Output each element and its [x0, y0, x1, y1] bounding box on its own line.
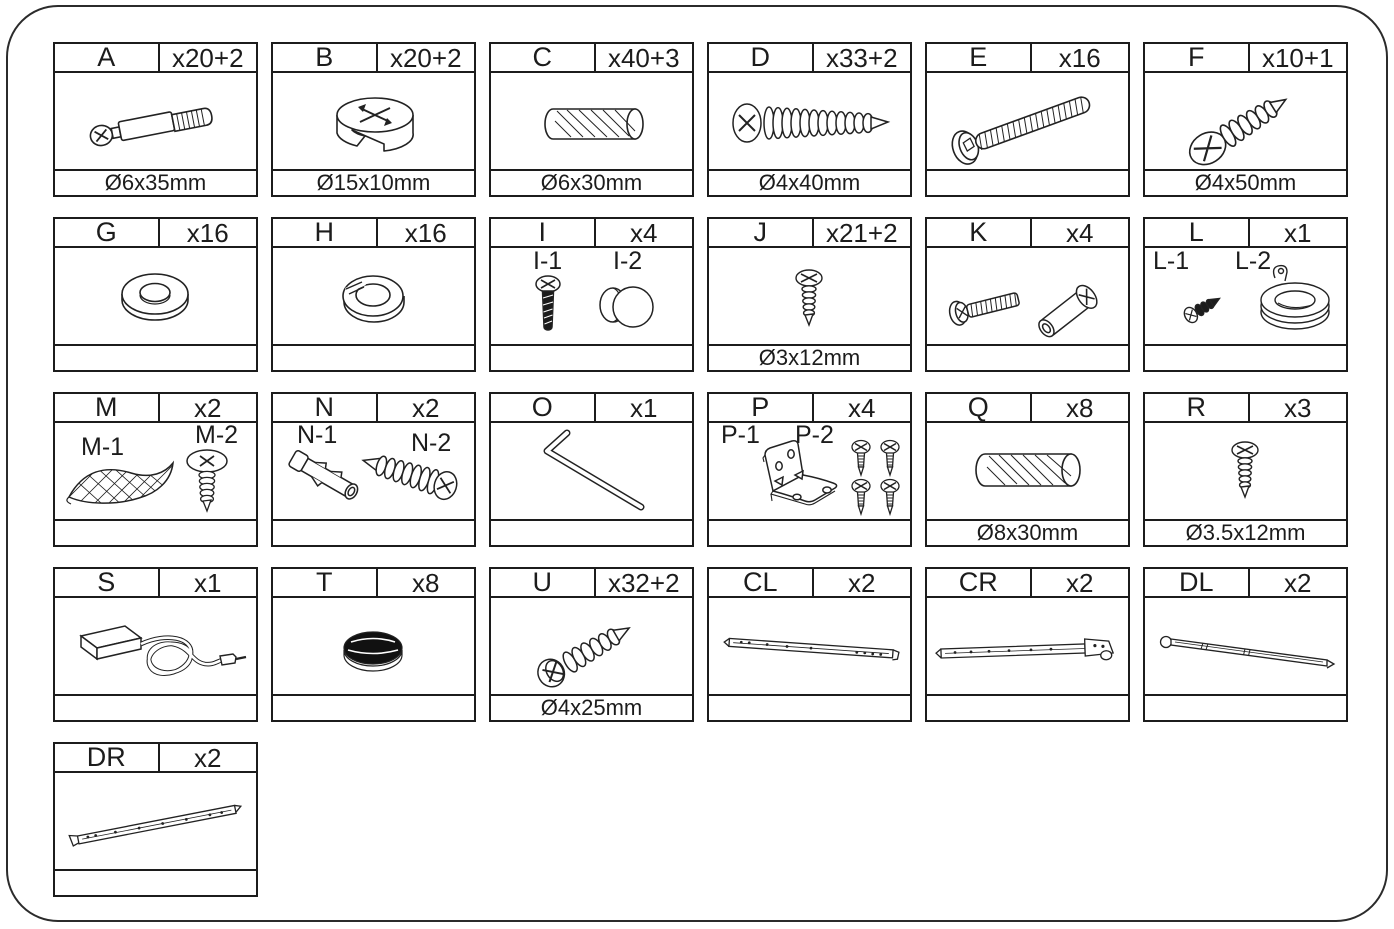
subpart-label-m1: M-1	[81, 433, 125, 461]
part-quantity: x1	[1284, 217, 1312, 248]
part-quantity: x2	[194, 392, 222, 423]
part-quantity: x33+2	[825, 42, 898, 73]
part-cell-e	[925, 42, 1130, 197]
small-screw-icon	[709, 248, 910, 344]
part-header	[709, 569, 910, 598]
part-art	[55, 598, 256, 694]
part-cell-cl	[707, 567, 912, 722]
part-letter: DL	[1145, 569, 1250, 596]
part-cell-a	[53, 42, 258, 197]
subpart-label-i1: I-1	[533, 248, 563, 275]
part-cell-q	[925, 392, 1130, 547]
subpart-label-l2: L-2	[1235, 248, 1272, 275]
part-art	[927, 248, 1128, 344]
part-quantity: x2	[1066, 567, 1094, 598]
part-letter: L	[1145, 219, 1250, 246]
part-quantity: x2	[848, 567, 876, 598]
parts-grid	[53, 42, 1348, 897]
part-quantity: x16	[186, 217, 229, 248]
part-cell-m	[53, 392, 258, 547]
countersunk-screw-icon	[709, 73, 910, 169]
part-cell-g	[53, 217, 258, 372]
power-adapter-cable-icon	[55, 598, 256, 694]
part-dimension: Ø6x30mm	[491, 169, 692, 195]
part-dimension: Ø4x50mm	[1145, 169, 1346, 195]
part-header	[273, 44, 474, 73]
part-letter: C	[491, 44, 596, 71]
part-art	[1145, 423, 1346, 519]
part-art	[709, 598, 910, 694]
part-cell-l	[1143, 217, 1348, 372]
felt-pad-icon	[273, 598, 474, 694]
part-cell-c	[489, 42, 694, 197]
part-dimension: Ø15x10mm	[273, 169, 474, 195]
cam-lock-icon	[273, 73, 474, 169]
part-header	[1145, 219, 1346, 248]
part-cell-j	[707, 217, 912, 372]
part-art	[1145, 73, 1346, 169]
part-header	[1145, 44, 1346, 73]
part-quantity: x40+3	[607, 42, 680, 73]
part-header	[709, 394, 910, 423]
part-quantity: x4	[1066, 217, 1094, 248]
part-cell-dr	[53, 742, 258, 897]
part-art	[709, 423, 910, 519]
part-letter: R	[1145, 394, 1250, 421]
part-header	[491, 44, 692, 73]
wood-dowel-icon	[491, 73, 692, 169]
part-header	[491, 394, 692, 423]
flat-washer-icon	[55, 248, 256, 344]
part-dimension	[491, 519, 692, 545]
part-letter: J	[709, 219, 814, 246]
part-dimension	[927, 344, 1128, 370]
part-dimension	[927, 694, 1128, 720]
part-art	[927, 598, 1128, 694]
part-dimension	[927, 169, 1128, 195]
part-cell-u	[489, 567, 694, 722]
part-letter: E	[927, 44, 1032, 71]
part-art	[1145, 598, 1346, 694]
part-art	[491, 423, 692, 519]
part-header	[491, 219, 692, 248]
part-cell-b	[271, 42, 476, 197]
part-quantity: x16	[404, 217, 447, 248]
part-letter: S	[55, 569, 160, 596]
round-head-screw-icon	[1145, 73, 1346, 169]
part-header	[55, 744, 256, 773]
part-header	[273, 219, 474, 248]
part-quantity: x8	[1066, 392, 1094, 423]
part-header	[709, 44, 910, 73]
part-quantity: x2	[412, 392, 440, 423]
allen-key-icon	[491, 423, 692, 519]
part-letter: F	[1145, 44, 1250, 71]
part-dimension	[273, 519, 474, 545]
part-letter: H	[273, 219, 378, 246]
part-header	[491, 569, 692, 598]
part-letter: N	[273, 394, 378, 421]
part-header	[273, 394, 474, 423]
part-cell-r	[1143, 392, 1348, 547]
part-header	[1145, 394, 1346, 423]
part-art	[273, 598, 474, 694]
wood-screw-icon	[491, 598, 692, 694]
part-header	[273, 569, 474, 598]
part-dimension: Ø4x25mm	[491, 694, 692, 720]
part-letter: G	[55, 219, 160, 246]
subpart-label-p2: P-2	[795, 423, 834, 449]
part-quantity: x8	[412, 567, 440, 598]
part-letter: B	[273, 44, 378, 71]
drawer-slide-icon	[927, 598, 1128, 694]
part-dimension	[55, 344, 256, 370]
drawer-slide-icon	[709, 598, 910, 694]
part-header	[55, 569, 256, 598]
part-quantity: x20+2	[171, 42, 244, 73]
part-art	[273, 423, 474, 519]
part-art	[927, 73, 1128, 169]
subpart-label-p1: P-1	[721, 423, 760, 449]
part-cell-t	[271, 567, 476, 722]
part-dimension: Ø3x12mm	[709, 344, 910, 370]
part-dimension	[273, 694, 474, 720]
part-art	[55, 248, 256, 344]
wood-dowel-icon	[927, 423, 1128, 519]
spring-washer-icon	[273, 248, 474, 344]
part-dimension	[55, 694, 256, 720]
part-quantity: x20+2	[389, 42, 462, 73]
part-quantity: x4	[630, 217, 658, 248]
part-letter: CL	[709, 569, 814, 596]
part-dimension: Ø6x35mm	[55, 169, 256, 195]
part-dimension: Ø4x40mm	[709, 169, 910, 195]
cam-bolt-icon	[55, 73, 256, 169]
subpart-label-i2: I-2	[613, 248, 643, 275]
part-cell-d	[707, 42, 912, 197]
part-cell-cr	[925, 567, 1130, 722]
part-quantity: x1	[194, 567, 222, 598]
part-letter: D	[709, 44, 814, 71]
part-letter: P	[709, 394, 814, 421]
part-dimension	[55, 519, 256, 545]
part-dimension	[709, 694, 910, 720]
part-letter: I	[491, 219, 596, 246]
machine-screw-and-knob-icon	[491, 248, 692, 344]
part-art	[491, 248, 692, 344]
part-header	[927, 219, 1128, 248]
part-art	[273, 248, 474, 344]
part-dimension: Ø8x30mm	[927, 519, 1128, 545]
part-art	[709, 248, 910, 344]
part-letter: M	[55, 394, 160, 421]
subpart-label-n1: N-1	[297, 423, 338, 449]
part-letter: T	[273, 569, 378, 596]
part-letter: Q	[927, 394, 1032, 421]
part-letter: CR	[927, 569, 1032, 596]
part-art	[55, 423, 256, 519]
part-dimension: Ø3.5x12mm	[1145, 519, 1346, 545]
part-header	[927, 569, 1128, 598]
part-dimension	[1145, 344, 1346, 370]
subpart-label-l1: L-1	[1153, 248, 1190, 275]
part-quantity: x4	[848, 392, 876, 423]
part-header	[55, 394, 256, 423]
part-dimension	[55, 869, 256, 895]
part-header	[55, 44, 256, 73]
part-cell-dl	[1143, 567, 1348, 722]
part-art	[491, 73, 692, 169]
part-quantity: x2	[1284, 567, 1312, 598]
hex-socket-bolt-icon	[927, 73, 1128, 169]
part-letter: U	[491, 569, 596, 596]
drawer-rail-icon	[55, 773, 256, 869]
part-letter: K	[927, 219, 1032, 246]
bolt-and-barrel-nut-icon	[927, 248, 1128, 344]
part-art	[927, 423, 1128, 519]
small-screw-icon	[1145, 423, 1346, 519]
part-cell-i	[489, 217, 694, 372]
part-header	[927, 44, 1128, 73]
part-art	[55, 73, 256, 169]
part-cell-n	[271, 392, 476, 547]
drawer-rail-icon	[1145, 598, 1346, 694]
subpart-label-m2: M-2	[195, 423, 239, 449]
subpart-label-n2: N-2	[411, 429, 452, 457]
part-header	[927, 394, 1128, 423]
part-header	[709, 219, 910, 248]
part-dimension	[273, 344, 474, 370]
part-letter: A	[55, 44, 160, 71]
part-quantity: x16	[1058, 42, 1101, 73]
part-cell-f	[1143, 42, 1348, 197]
part-header	[1145, 569, 1346, 598]
part-cell-h	[271, 217, 476, 372]
part-letter: O	[491, 394, 596, 421]
part-quantity: x3	[1284, 392, 1312, 423]
part-cell-p	[707, 392, 912, 547]
part-quantity: x21+2	[825, 217, 898, 248]
part-cell-o	[489, 392, 694, 547]
part-header	[55, 219, 256, 248]
part-dimension	[491, 344, 692, 370]
part-dimension	[1145, 694, 1346, 720]
part-art	[491, 598, 692, 694]
part-art	[55, 773, 256, 869]
part-quantity: x32+2	[607, 567, 680, 598]
part-cell-k	[925, 217, 1130, 372]
part-quantity: x2	[194, 742, 222, 773]
part-cell-s	[53, 567, 258, 722]
part-dimension	[709, 519, 910, 545]
part-letter: DR	[55, 744, 160, 771]
part-quantity: x10+1	[1261, 42, 1334, 73]
part-art	[709, 73, 910, 169]
part-art	[1145, 248, 1346, 344]
part-art	[273, 73, 474, 169]
part-quantity: x1	[630, 392, 658, 423]
